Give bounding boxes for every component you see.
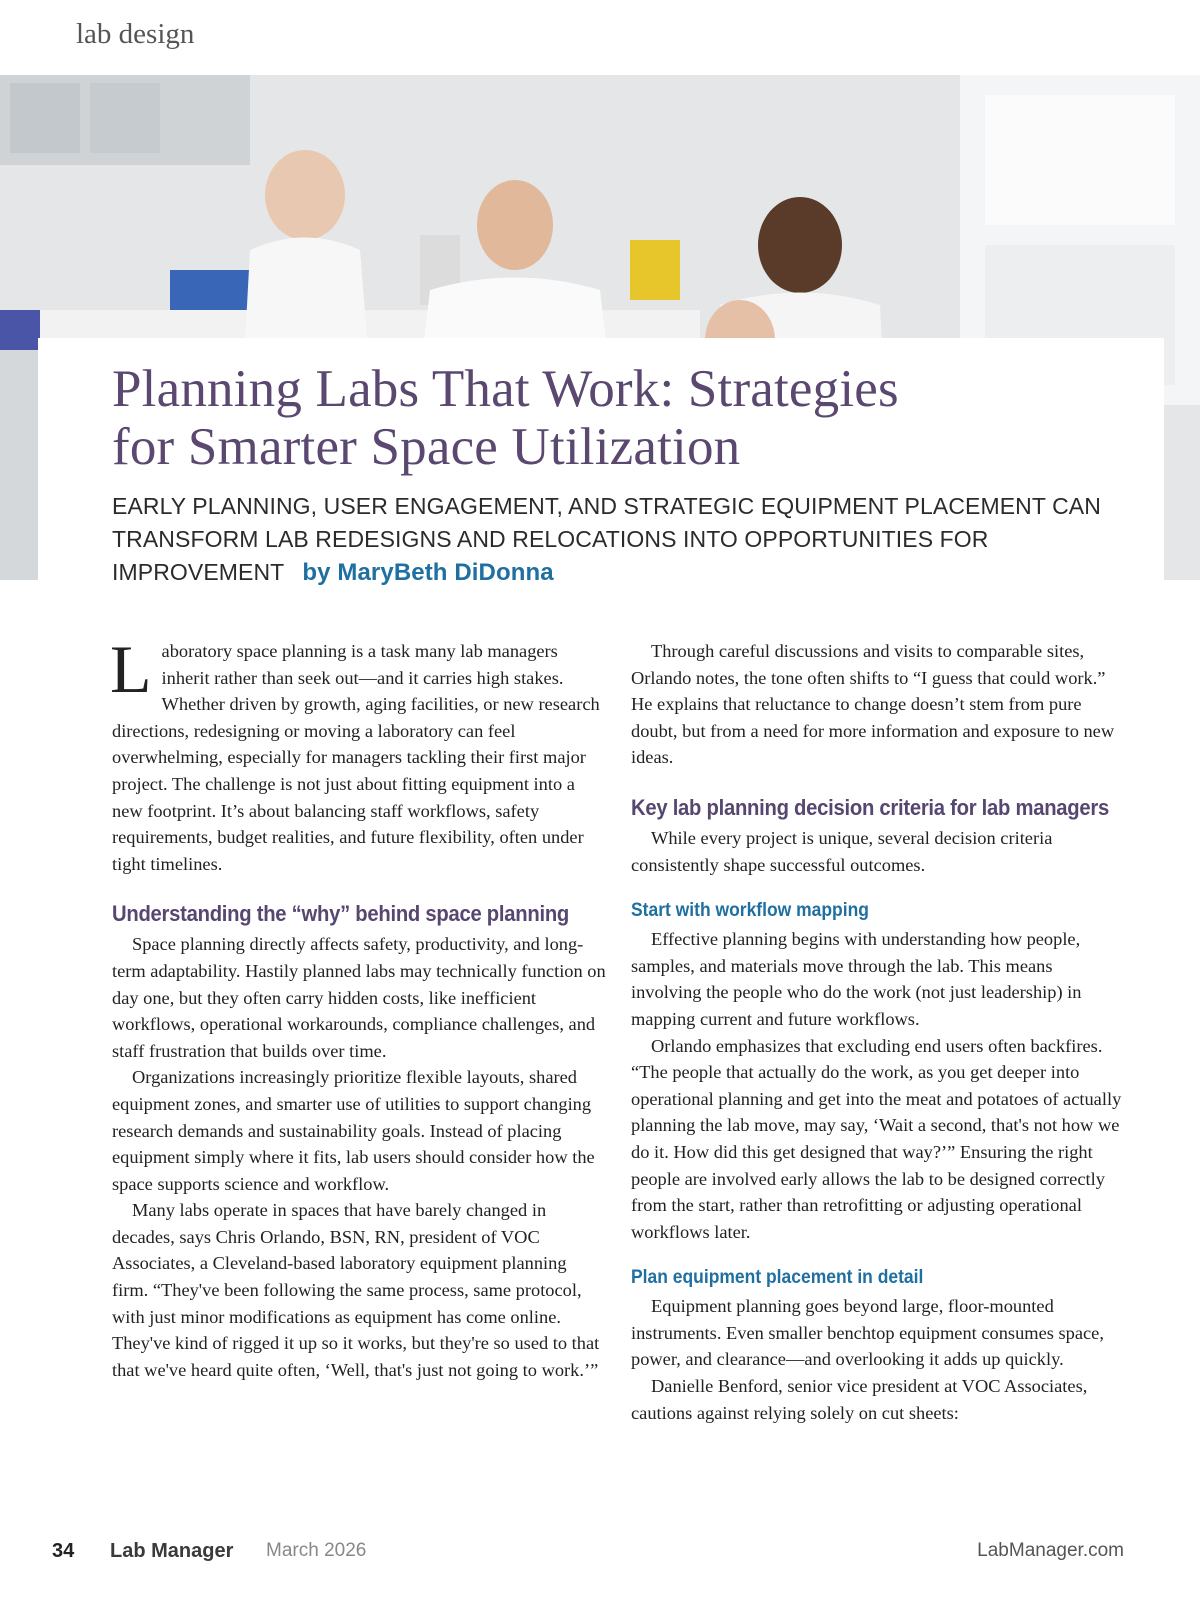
paragraph: Orlando emphasizes that excluding end users often backfires. “The people that actually do the work, as you get deeper into operational planning and get into the meat and potatoes of actually planning the lab move, may say, ‘Wait a second, that's not how we do it. How did this get designed that way?’” Ensuring the right people are involved early allows the lab to be designed correctly from the start, rather than retrofitting or adjusting operational workflows later. bbox=[631, 1035, 1122, 1242]
byline: by MaryBeth DiDonna bbox=[302, 559, 554, 586]
paragraph: While every project is unique, several decision criteria consistently shape successful outcomes. bbox=[631, 827, 1053, 875]
intro-text: aboratory space planning is a task many lab managers inherit rather than seek out—and it carries high stakes. Whether driven by growth, aging facilities, or new research directions, redesigning or moving a laboratory can feel overwhelming, especially for managers tackling their first major project. The challenge is not just about fitting equipment into a new footprint. It’s about balancing staff workflows, safety requirements, budget realities, and future flexibility, often under tight timelines. bbox=[112, 641, 600, 874]
subheading-equipment: Plan equipment placement in detail bbox=[631, 1267, 924, 1289]
paragraph: Through careful discussions and visits to comparable sites, Orlando notes, the tone often shifts to “I guess that could work.” He explains that reluctance to change doesn’t stem from pure doubt, but from a need for more information and exposure to new ideas. bbox=[631, 641, 1115, 768]
website-link[interactable]: LabManager.com bbox=[977, 1540, 1124, 1561]
paragraph: Space planning directly affects safety, productivity, and long-term adaptability. Hastily planned labs may technically function on day one, but they often carry hidden costs, like inefficient workflows, operational workarounds, compliance challenges, and staff frustration that builds over time. bbox=[112, 934, 606, 1061]
paragraph: Danielle Benford, senior vice president at VOC Associates, cautions against relying solely on cut sheets: bbox=[631, 1376, 1088, 1423]
paragraph: Many labs operate in spaces that have barely changed in decades, says Chris Orlando, BSN, RN, president of VOC Associates, a Cleveland-based laboratory equipment planning firm. “They've been following the same process, same protocol, with just minor modifications as equipment has come online. They've kind of rigged it up so it works, but they're so used to that that we've heard quite often, ‘Well, that's just not going to work.’” bbox=[112, 1200, 600, 1380]
paragraph: Equipment planning goes beyond large, floor-mounted instruments. Even smaller benchtop equipment consumes space, power, and clearance—and overlooking it adds up quickly. bbox=[631, 1296, 1104, 1370]
drop-cap: L bbox=[110, 631, 152, 707]
intro-paragraph bbox=[110, 631, 607, 877]
paragraph: Effective planning begins with understanding how people, samples, and materials move through the lab. This means involving the people who do the work (not just leadership) in mapping current and future workflows. bbox=[631, 929, 1082, 1029]
paragraph: Organizations increasingly prioritize flexible layouts, shared equipment zones, and smarter use of utilities to support changing research demands and sustainability goals. Instead of placing equipment simply where it fits, lab users should consider how the space supports science and workflow. bbox=[112, 1067, 595, 1194]
heading-criteria: Key lab planning decision criteria for lab managers bbox=[631, 794, 1109, 820]
right-column bbox=[631, 638, 1127, 1426]
left-column bbox=[110, 631, 607, 1383]
page-footer bbox=[0, 1540, 1200, 1570]
title-line-2: for Smarter Space Utilization bbox=[112, 418, 741, 476]
page-number: 34 bbox=[52, 1540, 75, 1562]
deck-text: EARLY PLANNING, USER ENGAGEMENT, AND STRATEGIC EQUIPMENT PLACEMENT CAN TRANSFORM LAB REDESIGNS AND RELOCATIONS INTO OPPORTUNITIES FOR IMPROVEMENT bbox=[112, 493, 1101, 585]
heading-why: Understanding the “why” behind space planning bbox=[112, 901, 570, 927]
issue-date: March 2026 bbox=[266, 1540, 367, 1561]
section-tag: lab design bbox=[76, 18, 195, 50]
article-title bbox=[112, 360, 1152, 476]
article-deck bbox=[112, 490, 1122, 589]
subheading-workflow: Start with workflow mapping bbox=[631, 900, 869, 922]
magazine-name: Lab Manager bbox=[110, 1540, 234, 1562]
title-line-1: Planning Labs That Work: Strategies bbox=[112, 360, 899, 418]
